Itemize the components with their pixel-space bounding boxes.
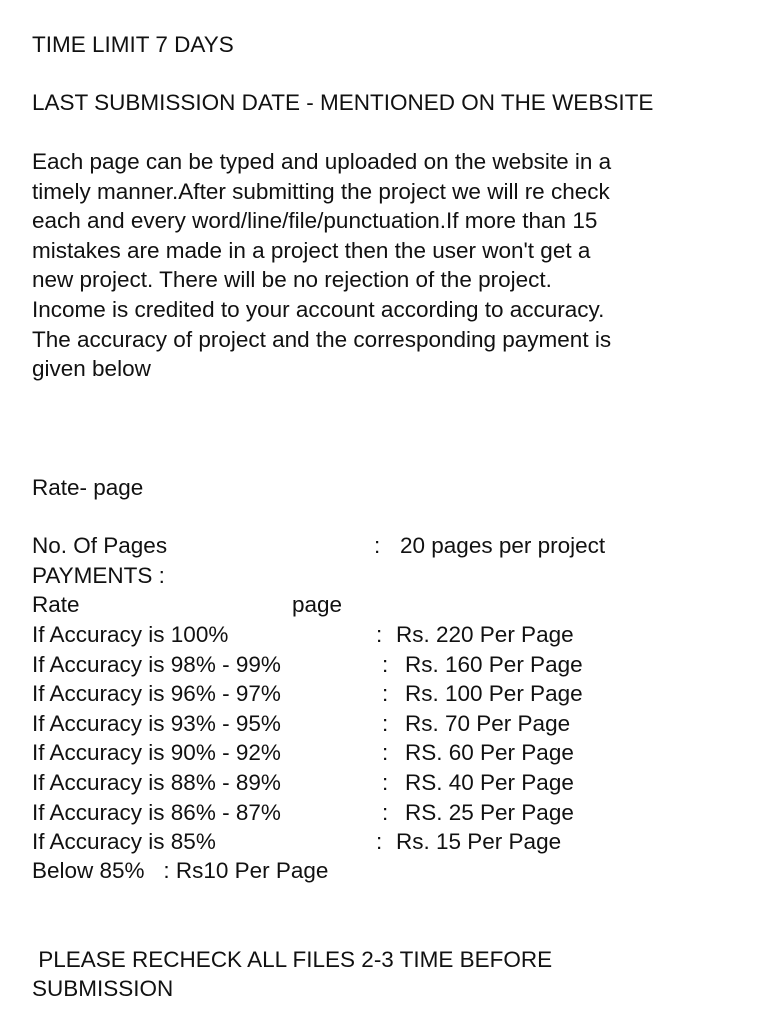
recheck-notice-line: PLEASE RECHECK ALL FILES 2-3 TIME BEFORE	[32, 947, 553, 972]
rate-value: RS. 40 Per Page	[405, 770, 574, 795]
payments-label: PAYMENTS :	[32, 563, 165, 588]
rate-sep: :	[382, 740, 389, 766]
paragraph-line: Each page can be typed and uploaded on the website in a	[32, 149, 612, 174]
rate-value: Rs. 100 Per Page	[405, 681, 583, 707]
rate-value: Rs. 220 Per Page	[396, 622, 574, 647]
rate-sep: :	[382, 799, 389, 825]
rate-condition: If Accuracy is 96% - 97%	[32, 681, 281, 707]
rate-sep: :	[382, 681, 389, 707]
rate-sep: :	[376, 622, 383, 647]
below-85-rate: Below 85% : Rs10 Per Page	[32, 858, 329, 883]
paragraph-line: timely manner.After submitting the project we will re check	[32, 178, 610, 204]
paragraph-line: Income is credited to your account according to accuracy.	[32, 296, 605, 322]
rate-condition: If Accuracy is 85%	[32, 829, 216, 855]
rate-condition: If Accuracy is 88% - 89%	[32, 770, 281, 795]
paragraph-line: new project. There will be no rejection of the project.	[32, 267, 552, 293]
rate-condition: If Accuracy is 93% - 95%	[32, 710, 281, 736]
rate-value: Rs. 70 Per Page	[405, 710, 571, 736]
time-limit-heading: TIME LIMIT 7 DAYS	[32, 32, 234, 57]
rate-header-left: Rate	[32, 592, 80, 617]
rate-condition: If Accuracy is 98% - 99%	[32, 651, 281, 677]
rate-value: Rs. 15 Per Page	[396, 829, 562, 855]
paragraph-line: given below	[32, 356, 151, 382]
pages-label: No. Of Pages	[32, 533, 168, 558]
rate-condition: If Accuracy is 100%	[32, 622, 229, 647]
rate-page-label: Rate- page	[32, 475, 144, 500]
rate-sep: :	[382, 770, 389, 795]
pages-sep: :	[374, 533, 381, 558]
rate-value: RS. 60 Per Page	[405, 740, 574, 766]
rate-condition: If Accuracy is 90% - 92%	[32, 740, 281, 766]
paragraph-line: each and every word/line/file/punctuation.If more than 15	[32, 208, 598, 234]
instructions-paragraph	[32, 147, 752, 384]
paragraph-line: The accuracy of project and the corresponding payment is	[32, 326, 612, 352]
rate-sep: :	[382, 710, 389, 736]
rate-sep: :	[382, 651, 389, 677]
rate-value: RS. 25 Per Page	[405, 799, 574, 825]
paragraph-line: mistakes are made in a project then the user won't get a	[32, 237, 591, 263]
last-submission-date: LAST SUBMISSION DATE - MENTIONED ON THE WEBSITE	[32, 90, 654, 115]
rate-value: Rs. 160 Per Page	[405, 651, 583, 677]
rate-sep: :	[376, 829, 383, 855]
recheck-notice-line: SUBMISSION	[32, 976, 174, 1001]
pages-value: 20 pages per project	[400, 533, 606, 558]
rate-header-right: page	[292, 592, 343, 617]
rate-condition: If Accuracy is 86% - 87%	[32, 799, 281, 825]
